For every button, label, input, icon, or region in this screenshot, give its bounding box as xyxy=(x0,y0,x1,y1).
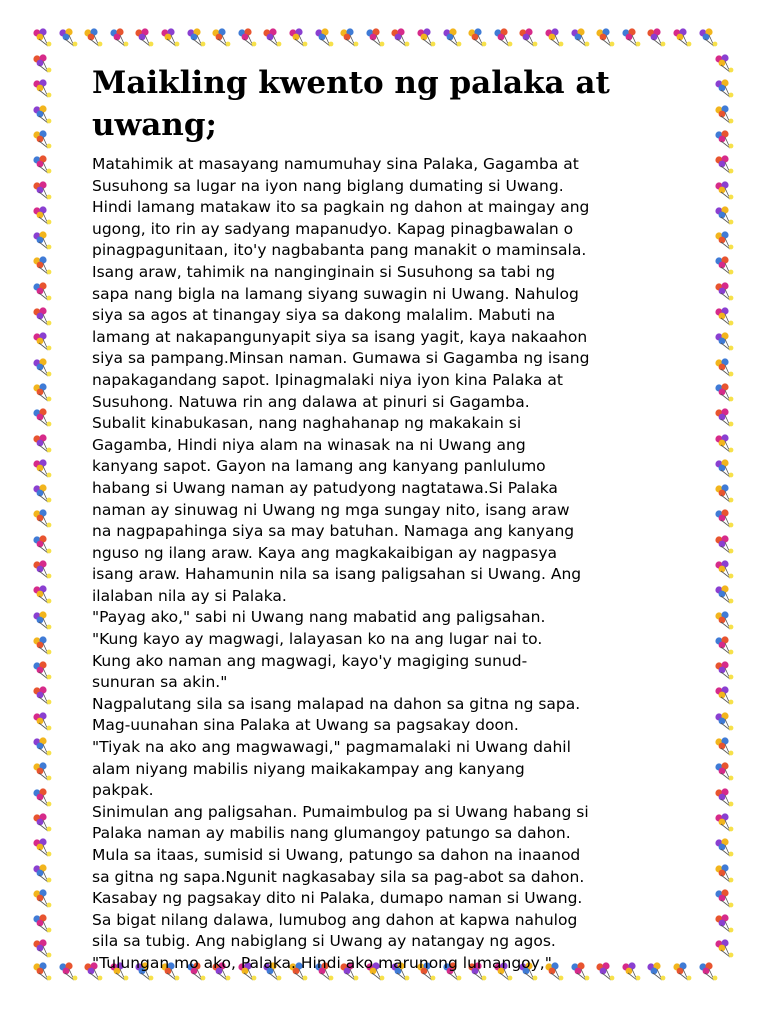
balloon-icon xyxy=(32,54,54,74)
balloon-icon xyxy=(32,307,54,327)
story-line: Palaka naman ay mabilis nang glumangoy patungo sa dahon. xyxy=(92,824,571,843)
story-line: Mula sa itaas, sumisid si Uwang, patungo sa dahon na inaanod xyxy=(92,846,581,864)
balloon-icon xyxy=(32,535,54,555)
story-line: habang si Uwang naman ay patudyong nagtatawa.Si Palaka xyxy=(92,478,558,497)
story-line: naman ay sinuwag ni Uwang ng mga sungay nito, isang araw xyxy=(92,500,570,519)
story-line: Mag-uunahan sina Palaka at Uwang sa pagsakay doon. xyxy=(92,716,519,735)
story-line: Susuhong sa lugar na iyon nang biglang dumating si Uwang. xyxy=(92,176,564,195)
story-line: "Tiyak na ako ang magwawagi," pagmamalaki ni Uwang dahil xyxy=(92,738,571,757)
balloon-icon xyxy=(32,155,54,175)
story-line: siya sa pampang.Minsan naman. Gumawa si Gagamba ng isang xyxy=(92,349,590,368)
balloon-icon xyxy=(714,914,736,934)
balloon-icon xyxy=(714,636,736,656)
story-line: kanyang sapot. Gayon na lamang ang kanyang panlulumo xyxy=(92,457,546,476)
story-line: nguso ng ilang araw. Kaya ang magkakaibigan ay nagpasya xyxy=(92,543,558,562)
balloon-icon xyxy=(32,737,54,757)
balloon-icon xyxy=(32,611,54,631)
balloon-icon xyxy=(518,28,540,48)
balloon-icon xyxy=(32,206,54,226)
story-line: Kung ako naman ang magwagi, kayo'y magiging sunud- xyxy=(92,651,528,670)
balloon-icon xyxy=(211,28,233,48)
balloon-icon xyxy=(58,962,80,982)
balloon-icon xyxy=(714,585,736,605)
balloon-icon xyxy=(32,661,54,681)
balloon-icon xyxy=(83,28,105,48)
title-line-2: uwang; xyxy=(92,107,217,143)
balloon-icon xyxy=(714,712,736,732)
story-line: lamang at nakapangunyapit siya sa isang yagit, kaya nakaahon xyxy=(92,327,588,346)
balloon-icon xyxy=(714,256,736,276)
balloon-icon xyxy=(442,28,464,48)
balloon-icon xyxy=(32,788,54,808)
balloon-icon xyxy=(32,686,54,706)
balloon-icon xyxy=(570,28,592,48)
story-line: sunuran sa akin." xyxy=(92,673,228,692)
story-line: napakagandang sapot. Ipinagmalaki niya iyon kina Palaka at xyxy=(92,370,563,389)
balloon-icon xyxy=(32,231,54,251)
story-line: ilalaban nila ay si Palaka. xyxy=(92,586,287,605)
document-page xyxy=(92,62,712,975)
balloon-icon xyxy=(714,54,736,74)
story-line: Hindi lamang matakaw ito sa pagkain ng dahon at maingay ang xyxy=(92,198,590,217)
balloon-icon xyxy=(32,408,54,428)
balloon-icon xyxy=(467,28,489,48)
story-line: sa gitna ng sapa.Ngunit nagkasabay sila sa pag-abot sa dahon. xyxy=(92,867,585,886)
story-line: Nagpalutang sila sa isang malapad na dahon sa gitna ng sapa. xyxy=(92,694,581,713)
balloon-icon xyxy=(595,28,617,48)
balloon-icon xyxy=(32,712,54,732)
balloon-icon xyxy=(621,28,643,48)
balloon-icon xyxy=(32,813,54,833)
balloon-icon xyxy=(493,28,515,48)
title-line-1: Maikling kwento ng palaka at xyxy=(92,65,610,101)
balloon-icon xyxy=(714,788,736,808)
balloon-icon xyxy=(32,358,54,378)
balloon-icon xyxy=(714,762,736,782)
balloon-icon xyxy=(714,560,736,580)
balloon-icon xyxy=(714,813,736,833)
balloon-icon xyxy=(262,28,284,48)
balloon-icon xyxy=(714,509,736,529)
document-title xyxy=(92,62,712,146)
balloon-icon xyxy=(714,383,736,403)
story-line: Isang araw, tahimik na nanginginain si Susuhong sa tabi ng xyxy=(92,262,556,281)
story-line: siya sa agos at tinangay siya sa dakong malalim. Mabuti na xyxy=(92,306,556,325)
balloon-icon xyxy=(32,585,54,605)
balloon-icon xyxy=(32,282,54,302)
story-line: "Payag ako," sabi ni Uwang nang mabatid ang paligsahan. xyxy=(92,608,546,627)
balloon-icon xyxy=(714,611,736,631)
story-line: Gagamba, Hindi niya alam na winasak na ni Uwang ang xyxy=(92,435,526,454)
balloon-icon xyxy=(32,509,54,529)
story-line: Matahimik at masayang namumuhay sina Palaka, Gagamba at xyxy=(92,155,579,173)
balloon-icon xyxy=(32,79,54,99)
story-line: sila sa tubig. Ang nabiglang si Uwang ay natangay ng agos. xyxy=(92,932,556,951)
balloon-icon xyxy=(32,939,54,959)
balloon-icon xyxy=(714,307,736,327)
balloon-icon xyxy=(32,332,54,352)
balloon-icon xyxy=(32,484,54,504)
balloon-icon xyxy=(714,686,736,706)
story-line: pakpak. xyxy=(92,781,154,800)
story-line: na nagpapahinga siya sa may batuhan. Namaga ang kanyang xyxy=(92,522,575,541)
balloon-icon xyxy=(714,484,736,504)
balloon-icon xyxy=(714,206,736,226)
balloon-icon xyxy=(186,28,208,48)
balloon-icon xyxy=(32,459,54,479)
balloon-icon xyxy=(237,28,259,48)
balloon-icon xyxy=(714,282,736,302)
balloon-icon xyxy=(714,79,736,99)
balloon-icon xyxy=(544,28,566,48)
story-line: "Kung kayo ay magwagi, lalayasan ko na ang lugar nai to. xyxy=(92,630,543,649)
story-line: Sinimulan ang paligsahan. Pumaimbulog pa si Uwang habang si xyxy=(92,802,589,821)
balloon-icon xyxy=(32,383,54,403)
balloon-icon xyxy=(339,28,361,48)
balloon-icon xyxy=(32,434,54,454)
story-line: Subalit kinabukasan, nang naghahanap ng makakain si xyxy=(92,414,522,433)
balloon-icon xyxy=(714,838,736,858)
balloon-icon xyxy=(134,28,156,48)
story-line: Kasabay ng pagsakay dito ni Palaka, dumapo naman si Uwang. xyxy=(92,889,583,908)
story-line: pinagpagunitaan, ito'y nagbabanta pang manakit o maminsala. xyxy=(92,241,587,260)
balloon-icon xyxy=(714,408,736,428)
balloon-icon xyxy=(714,535,736,555)
story-line: Sa bigat nilang dalawa, lumubog ang dahon at kapwa nahulog xyxy=(92,910,578,929)
balloon-icon xyxy=(365,28,387,48)
balloon-icon xyxy=(714,130,736,150)
balloon-icon xyxy=(288,28,310,48)
balloon-icon xyxy=(32,962,54,982)
balloon-icon xyxy=(390,28,412,48)
balloon-icon xyxy=(109,28,131,48)
balloon-icon xyxy=(714,181,736,201)
balloon-icon xyxy=(714,332,736,352)
balloon-icon xyxy=(32,914,54,934)
balloon-icon xyxy=(32,864,54,884)
story-line: Susuhong. Natuwa rin ang dalawa at pinuri si Gagamba. xyxy=(92,392,530,411)
balloon-icon xyxy=(32,105,54,125)
story-line: isang araw. Hahamunin nila sa isang paligsahan si Uwang. Ang xyxy=(92,565,582,584)
story-body xyxy=(92,154,712,975)
balloon-icon xyxy=(32,181,54,201)
balloon-icon xyxy=(714,358,736,378)
balloon-icon xyxy=(714,864,736,884)
balloon-icon xyxy=(32,28,54,48)
balloon-icon xyxy=(416,28,438,48)
balloon-icon xyxy=(646,28,668,48)
story-line: "Tulungan mo ako, Palaka. Hindi ako marunong lumangoy," xyxy=(92,953,552,972)
balloon-icon xyxy=(32,762,54,782)
balloon-icon xyxy=(314,28,336,48)
balloon-icon xyxy=(714,661,736,681)
balloon-icon xyxy=(714,105,736,125)
balloon-icon xyxy=(698,28,720,48)
balloon-icon xyxy=(32,636,54,656)
story-line: ugong, ito rin ay sadyang mapanudyo. Kapag pinagbawalan o xyxy=(92,219,574,238)
balloon-icon xyxy=(58,28,80,48)
balloon-icon xyxy=(714,231,736,251)
balloon-icon xyxy=(714,434,736,454)
balloon-icon xyxy=(714,737,736,757)
balloon-icon xyxy=(160,28,182,48)
balloon-icon xyxy=(32,889,54,909)
balloon-icon xyxy=(32,256,54,276)
balloon-icon xyxy=(32,838,54,858)
balloon-icon xyxy=(672,28,694,48)
balloon-icon xyxy=(714,155,736,175)
story-line: alam niyang mabilis niyang maikakampay ang kanyang xyxy=(92,759,525,778)
balloon-icon xyxy=(714,459,736,479)
balloon-icon xyxy=(32,130,54,150)
balloon-icon xyxy=(32,560,54,580)
balloon-icon xyxy=(714,939,736,959)
balloon-icon xyxy=(714,889,736,909)
story-line: sapa nang bigla na lamang siyang suwagin ni Uwang. Nahulog xyxy=(92,284,579,303)
